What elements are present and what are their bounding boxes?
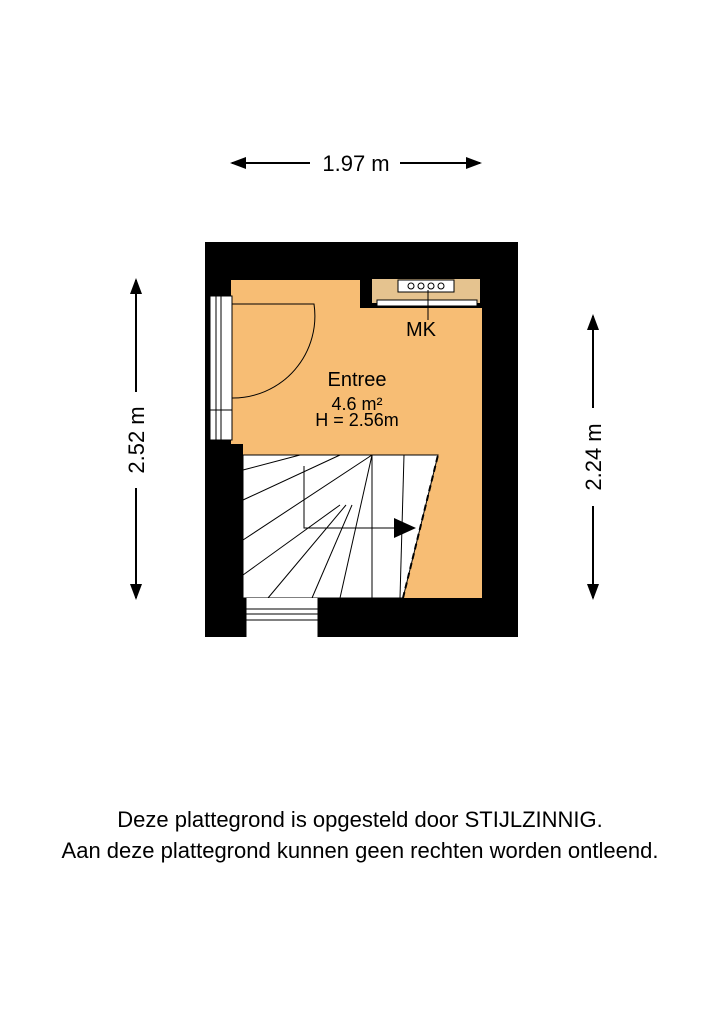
- staircase: [243, 455, 438, 598]
- footer-line-1: Deze plattegrond is opgesteld door STIJLZINNIG.: [117, 807, 603, 832]
- dimension-right-label: 2.24 m: [581, 423, 606, 491]
- dimension-right: [581, 314, 606, 600]
- dimension-left: [124, 278, 149, 600]
- room-name: Entree: [327, 369, 387, 391]
- dimension-top-label: 1.97 m: [322, 151, 390, 176]
- footer-line-2: Aan deze plattegrond kunnen geen rechten worden ontleend.: [61, 838, 659, 863]
- wall-lower-left: [205, 444, 243, 637]
- room-height: H = 2.56m: [315, 410, 399, 430]
- room-area: 4.6 m²: [331, 394, 383, 414]
- dimension-top: [230, 151, 482, 176]
- meter-cupboard-label: MK: [406, 319, 436, 341]
- bottom-window: [246, 598, 318, 637]
- dimension-left-label: 2.52 m: [124, 406, 149, 474]
